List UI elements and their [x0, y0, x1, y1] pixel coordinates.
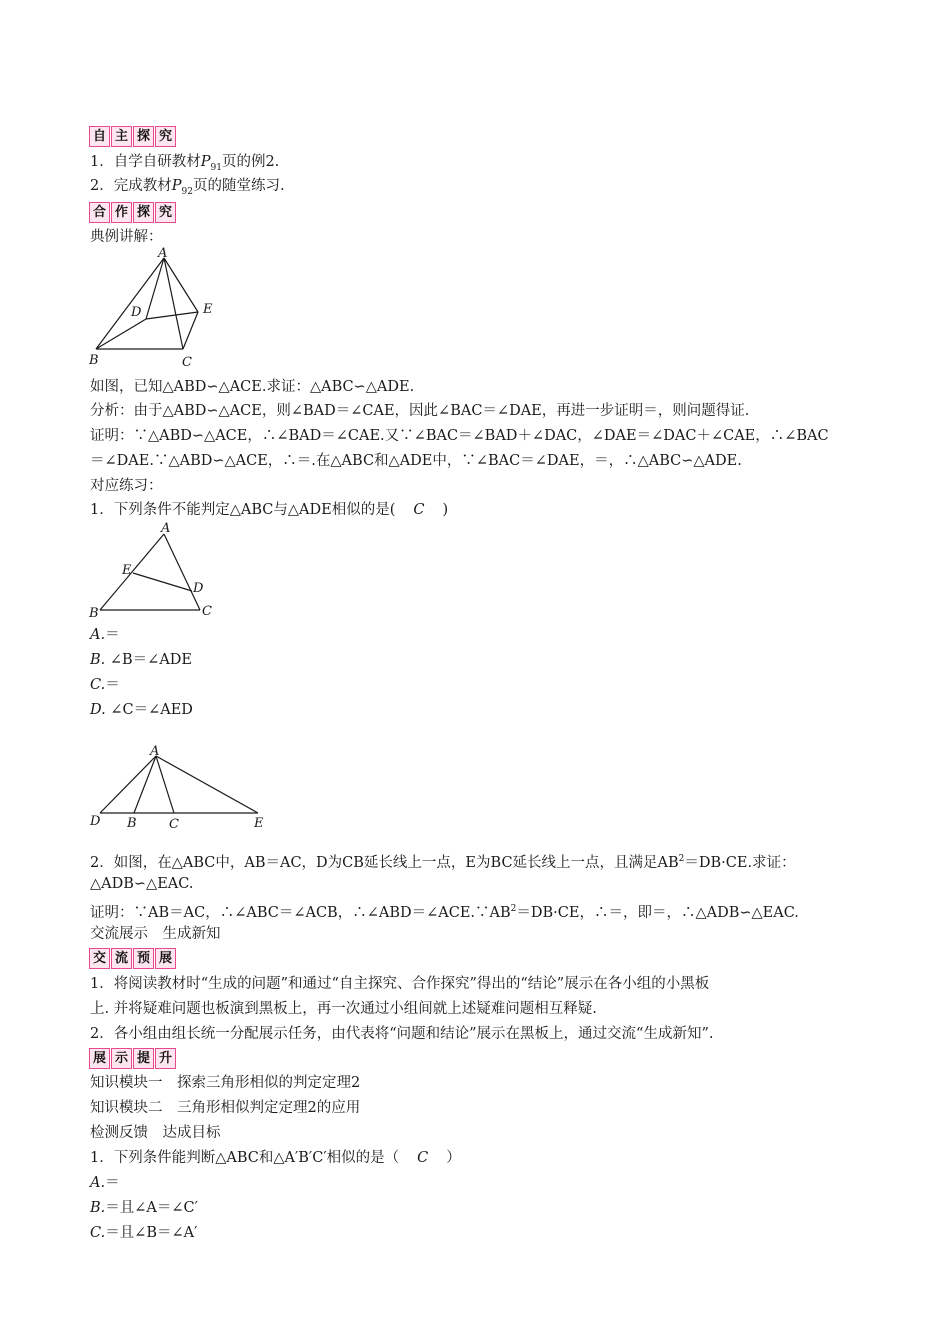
- proof-text: ＝DB·CE，∴＝，即＝，∴△ADB∽△EAC.: [516, 904, 799, 921]
- option-text: ＝且∠B＝∠A′: [105, 1225, 198, 1241]
- practice-figure-1: [86, 520, 226, 620]
- question-text: 2．如图，在△ABC中，AB＝AC，D为CB延长线上一点，E为BC延长线上一点，且满足AB: [90, 854, 679, 871]
- exchange-item-1-line-1: 1．将阅读教材时“生成的问题”和通过“自主探究、合作探究”得出的“结论”展示在各小组的小黑板: [90, 976, 710, 992]
- practice-question-2-line-1: [90, 849, 796, 873]
- practice-q1-option-d: [90, 700, 193, 720]
- section-char: 主: [111, 126, 132, 147]
- feedback-q1-option-a: [90, 1173, 120, 1193]
- option-text: ∠B＝∠ADE: [109, 652, 193, 668]
- example-statement: 如图，已知△ABD∽△ACE.求证：△ABC∽△ADE.: [90, 379, 415, 395]
- option-letter: A.: [90, 1175, 106, 1191]
- practice-figure-2: [86, 740, 271, 832]
- question-text: 1．下列条件能判断△ABC和△A′B′C′相似的是（: [90, 1150, 400, 1166]
- page-number: 92: [181, 186, 193, 197]
- section-header-exchange-preview: [89, 948, 177, 968]
- example-heading: 典例讲解：: [90, 229, 163, 245]
- feedback-question-1: [90, 1148, 461, 1168]
- practice-q1-option-c: [90, 675, 120, 695]
- label-c: C: [202, 604, 212, 619]
- option-letter: C.: [90, 1225, 106, 1241]
- label-e: E: [254, 816, 264, 831]
- segment-ec: [183, 312, 198, 349]
- option-letter: C.: [90, 677, 106, 693]
- section-char: 示: [111, 1048, 132, 1069]
- section-char: 究: [155, 202, 176, 223]
- label-c: C: [169, 817, 179, 832]
- knowledge-module-1: 知识模块一 探索三角形相似的判定定理2: [90, 1075, 361, 1091]
- page-ref: P: [200, 154, 211, 170]
- label-b: B: [89, 606, 99, 620]
- label-d: D: [131, 305, 142, 320]
- text: 2．完成教材: [90, 178, 172, 194]
- segment-ad: [146, 258, 164, 319]
- practice-q1-option-b: [90, 650, 192, 670]
- label-d: D: [193, 581, 204, 596]
- option-text: ＝且∠A＝∠C′: [105, 1200, 198, 1216]
- option-text: ＝: [105, 1175, 120, 1191]
- section-header-cooperative-study: [89, 202, 177, 222]
- answer: C: [413, 502, 425, 518]
- practice-heading: 对应练习：: [90, 478, 163, 494]
- segment-de: [146, 312, 198, 319]
- section-char: 作: [111, 202, 132, 223]
- segment-ad: [100, 756, 156, 813]
- bracket: ): [442, 502, 449, 518]
- section-char: 展: [155, 948, 176, 969]
- feedback-title: 检测反馈 达成目标: [90, 1125, 221, 1141]
- text: 页的随堂练习.: [192, 178, 285, 194]
- practice-question-2-proof: [90, 899, 799, 923]
- text: 1．自学自研教材: [90, 154, 201, 170]
- label-e: E: [203, 302, 213, 317]
- label-e: E: [122, 563, 132, 578]
- section-header-display-improve: [89, 1048, 177, 1068]
- section-char: 究: [155, 126, 176, 147]
- self-study-item-1: [90, 152, 279, 178]
- segment-ac: [164, 258, 183, 349]
- section-char: 升: [155, 1048, 176, 1069]
- feedback-q1-option-b: [90, 1198, 198, 1218]
- bracket: ）: [446, 1150, 461, 1166]
- section-char: 探: [133, 126, 154, 147]
- text: 页的例2.: [221, 154, 280, 170]
- section-char: 提: [133, 1048, 154, 1069]
- feedback-q1-option-c: [90, 1223, 197, 1243]
- segment-bd: [96, 319, 146, 349]
- exchange-title: 交流展示 生成新知: [90, 926, 221, 942]
- segment-ac: [164, 534, 200, 610]
- example-proof-line-1: 证明：∵△ABD∽△ACE，∴∠BAD＝∠CAE.又∵∠BAC＝∠BAD＋∠DAC，∠DAE＝∠DAC＋∠CAE，∴∠BAC: [90, 428, 829, 444]
- section-char: 交: [89, 948, 110, 969]
- label-b: B: [127, 816, 137, 831]
- exponent: 2: [510, 904, 517, 914]
- question-text: ＝DB·CE.求证：: [684, 854, 796, 871]
- option-letter: B.: [90, 652, 106, 668]
- option-letter: D.: [90, 702, 106, 718]
- section-header-self-study: [89, 126, 177, 146]
- option-letter: B.: [90, 1200, 106, 1216]
- question-text: 1．下列条件不能判定△ABC与△ADE相似的是(: [90, 502, 396, 518]
- page-number: 91: [210, 162, 222, 173]
- section-char: 展: [89, 1048, 110, 1069]
- section-char: 流: [111, 948, 132, 969]
- example-analysis: 分析：由于△ABD∽△ACE，则∠BAD＝∠CAE，因此∠BAC＝∠DAE，再进一步证明＝，则问题得证.: [90, 403, 750, 419]
- label-c: C: [182, 355, 192, 370]
- page-ref: P: [171, 178, 182, 194]
- section-char: 探: [133, 202, 154, 223]
- self-study-item-2: [90, 176, 285, 202]
- exchange-item-2: 2．各小组由组长统一分配展示任务，由代表将“问题和结论”展示在黑板上，通过交流“生成新知”.: [90, 1026, 714, 1042]
- label-a: A: [150, 744, 160, 759]
- label-a: A: [158, 246, 168, 261]
- segment-ab: [134, 756, 156, 813]
- segment-ab: [100, 534, 164, 610]
- practice-question-1: [90, 500, 448, 520]
- option-text: ∠C＝∠AED: [110, 702, 193, 718]
- example-figure: [86, 246, 226, 372]
- label-d: D: [90, 814, 101, 829]
- segment-ab: [96, 258, 164, 349]
- proof-text: 证明：∵AB＝AC，∴∠ABC＝∠ACB，∴∠ABD＝∠ACE.∵AB: [90, 904, 511, 921]
- exchange-item-1-line-2: 上. 并将疑难问题也板演到黑板上，再一次通过小组间就上述疑难问题相互释疑.: [90, 1001, 597, 1017]
- label-a: A: [161, 521, 171, 536]
- section-char: 自: [89, 126, 110, 147]
- label-b: B: [89, 353, 99, 368]
- knowledge-module-2: 知识模块二 三角形相似判定定理2的应用: [90, 1100, 361, 1116]
- section-char: 预: [133, 948, 154, 969]
- option-letter: A.: [90, 627, 106, 643]
- example-proof-line-2: ＝∠DAE.∵△ABD∽△ACE，∴＝.在△ABC和△ADE中，∵∠BAC＝∠DAE，＝，∴△ABC∽△ADE.: [90, 453, 742, 469]
- answer: C: [417, 1150, 429, 1166]
- section-char: 合: [89, 202, 110, 223]
- exponent: 2: [678, 854, 685, 864]
- practice-question-2-line-2: △ADB∽△EAC.: [90, 876, 194, 892]
- practice-q1-option-a: [90, 625, 120, 645]
- option-text: ＝: [105, 677, 120, 693]
- option-text: ＝: [105, 627, 120, 643]
